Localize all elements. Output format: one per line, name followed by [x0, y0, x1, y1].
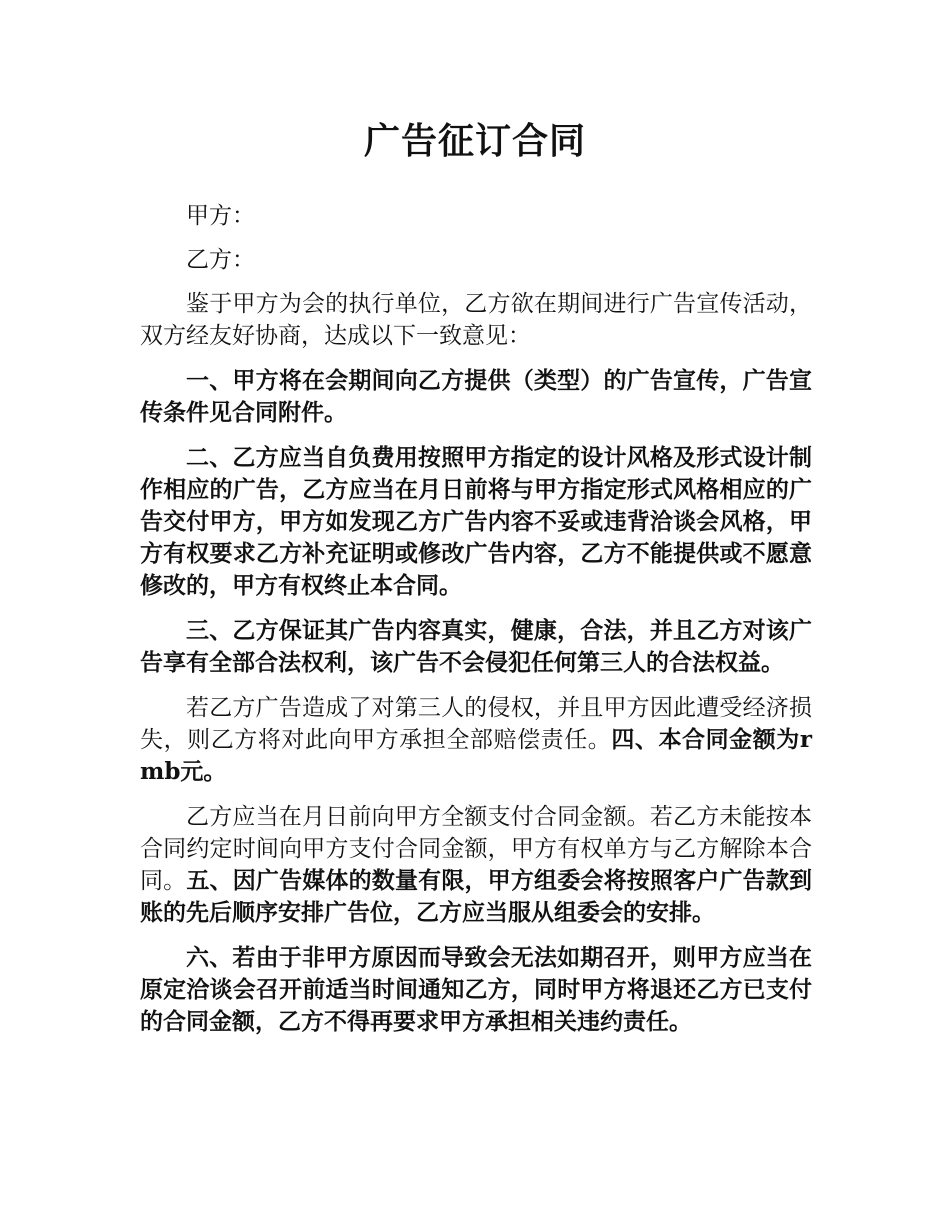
clause-6: 六、若由于非甲方原因而导致会无法如期召开，则甲方应当在原定洽谈会召开前适当时间通知乙方，同时甲方将退还乙方已支付的合同金额，乙方不得再要求甲方承担相关违约责任。	[140, 944, 812, 1035]
party-b-line: 乙方：	[186, 247, 255, 273]
intro-paragraph: 鉴于甲方为会的执行单位，乙方欲在期间进行广告宣传活动，双方经友好协商，达成以下一致意见：	[140, 291, 812, 349]
clause-3-note-paragraph	[140, 692, 812, 788]
document-title: 广告征订合同	[363, 121, 586, 162]
clause-4: 四、本合同金额为rmb元。	[140, 726, 812, 785]
clause-1: 一、甲方将在会期间向乙方提供（类型）的广告宣传，广告宣传条件见合同附件。	[140, 367, 812, 426]
clause-3-note: 若乙方广告造成了对第三人的侵权，并且甲方因此遭受经济损失，则乙方将对此向甲方承担全部赔偿责任。	[140, 695, 812, 753]
party-a-line: 甲方：	[186, 203, 255, 229]
document-body	[140, 200, 812, 1051]
clause-2: 二、乙方应当自负费用按照甲方指定的设计风格及形式设计制作相应的广告，乙方应当在月日前将与甲方指定形式风格相应的广告交付甲方，甲方如发现乙方广告内容不妥或违背洽谈会风格，甲方有权要求乙方补充证明或修改广告内容，乙方不能提供或不愿意修改的，甲方有权终止本合同。	[140, 444, 812, 599]
clause-4-note: 乙方应当在月日前向甲方全额支付合同金额。若乙方未能按本合同约定时间向甲方支付合同金额，甲方有权单方与乙方解除本合同。	[140, 804, 812, 894]
clause-5: 五、因广告媒体的数量有限，甲方组委会将按照客户广告款到账的先后顺序安排广告位，乙方应当服从组委会的安排。	[140, 867, 813, 926]
clause-3: 三、乙方保证其广告内容真实，健康，合法，并且乙方对该广告享有全部合法权利，该广告不会侵犯任何第三人的合法权益。	[140, 617, 812, 676]
clause-4-note-paragraph	[140, 801, 812, 929]
